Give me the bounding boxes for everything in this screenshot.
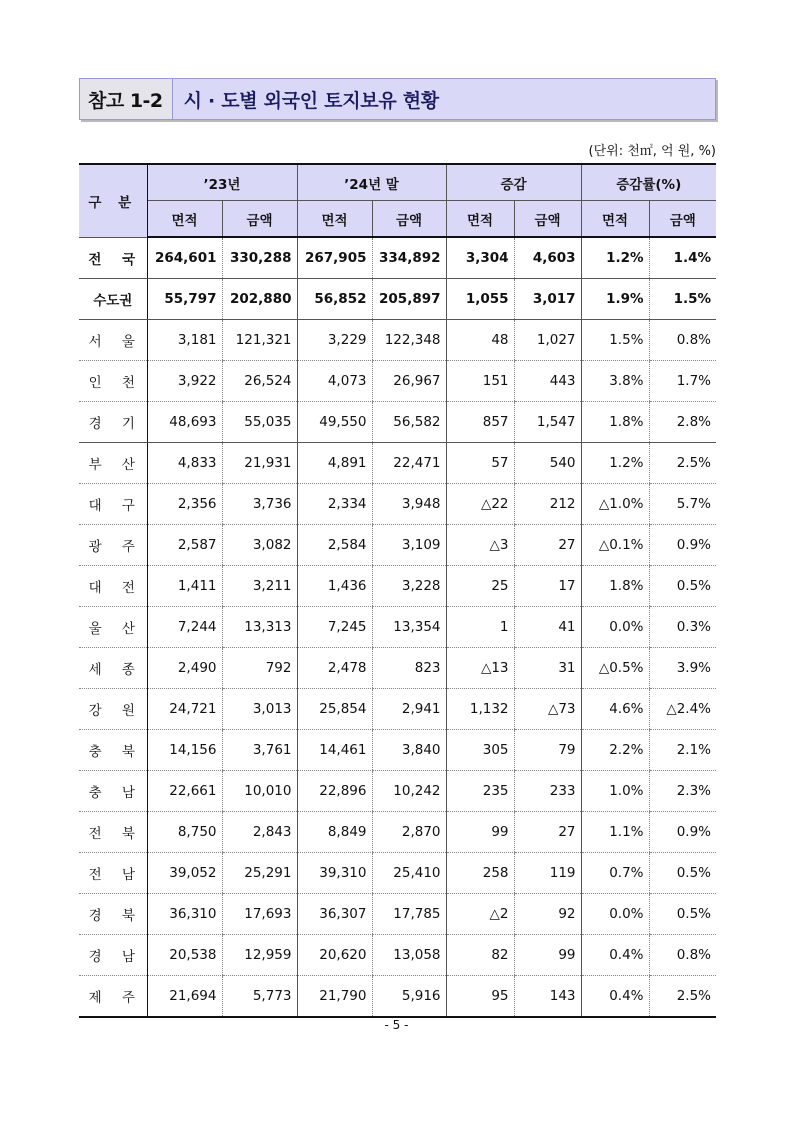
table-cell: 233 [514, 771, 581, 812]
subheader: 면적 [147, 201, 222, 238]
table-cell: △2.4% [649, 689, 716, 730]
table-cell: 3,304 [446, 237, 514, 279]
table-cell: 41 [514, 607, 581, 648]
table-row [79, 812, 716, 853]
table-cell: 0.4% [581, 935, 649, 976]
table-cell: 13,313 [222, 607, 297, 648]
page-number: - 5 - [384, 1018, 409, 1032]
table-cell: 264,601 [147, 237, 222, 279]
table-cell: 540 [514, 443, 581, 484]
region-name: 충 북 [79, 730, 147, 771]
table-cell: 1.5% [649, 279, 716, 320]
table-row [79, 894, 716, 935]
table-cell: 2,334 [297, 484, 372, 525]
subheader: 금액 [514, 201, 581, 238]
group-header: 증감률(%) [581, 164, 716, 201]
subheader: 면적 [446, 201, 514, 238]
table-cell: 212 [514, 484, 581, 525]
table-cell: 22,896 [297, 771, 372, 812]
table-cell: 8,750 [147, 812, 222, 853]
group-header: ’23년 [147, 164, 297, 201]
table-row [79, 320, 716, 361]
table-cell: 3,840 [372, 730, 446, 771]
table-cell: 39,052 [147, 853, 222, 894]
region-name: 수도권 [79, 279, 147, 320]
table-cell: 3,922 [147, 361, 222, 402]
table-cell: 92 [514, 894, 581, 935]
table-cell: 22,471 [372, 443, 446, 484]
table-cell: 857 [446, 402, 514, 443]
table-cell: 1.2% [581, 443, 649, 484]
table-cell: 2,356 [147, 484, 222, 525]
table-cell: 48 [446, 320, 514, 361]
table-row [79, 976, 716, 1018]
table-row [79, 935, 716, 976]
table-cell: 1,436 [297, 566, 372, 607]
land-holdings-table [79, 163, 716, 1018]
table-cell: 17,785 [372, 894, 446, 935]
table-cell: 1.5% [581, 320, 649, 361]
table-cell: 267,905 [297, 237, 372, 279]
subheader: 금액 [649, 201, 716, 238]
table-cell: 1.9% [581, 279, 649, 320]
table-cell: 7,245 [297, 607, 372, 648]
table-cell: 49,550 [297, 402, 372, 443]
table-row [79, 607, 716, 648]
table-cell: 0.7% [581, 853, 649, 894]
table-cell: 26,967 [372, 361, 446, 402]
table-cell: 99 [446, 812, 514, 853]
table-row [79, 361, 716, 402]
table-cell: 258 [446, 853, 514, 894]
table-cell: 1,411 [147, 566, 222, 607]
table-cell: △3 [446, 525, 514, 566]
table-cell: 14,156 [147, 730, 222, 771]
table-cell: 27 [514, 525, 581, 566]
table-cell: △1.0% [581, 484, 649, 525]
table-cell: 57 [446, 443, 514, 484]
table-cell: 334,892 [372, 237, 446, 279]
table-cell: 1.1% [581, 812, 649, 853]
table-cell: 0.8% [649, 935, 716, 976]
table-cell: 3,228 [372, 566, 446, 607]
section-title: 시 · 도별 외국인 토지보유 현황 [183, 89, 439, 112]
table-cell: 27 [514, 812, 581, 853]
table-cell: 0.5% [649, 853, 716, 894]
table-cell: 121,321 [222, 320, 297, 361]
table-cell: 13,354 [372, 607, 446, 648]
group-header: 증감 [446, 164, 581, 201]
table-cell: 4,603 [514, 237, 581, 279]
table-cell: 1.4% [649, 237, 716, 279]
table-cell: 25 [446, 566, 514, 607]
subheader: 금액 [372, 201, 446, 238]
table-cell: 1.7% [649, 361, 716, 402]
table-cell: 0.9% [649, 525, 716, 566]
table-cell: 2.5% [649, 976, 716, 1018]
table-cell: △73 [514, 689, 581, 730]
table-cell: 1.8% [581, 402, 649, 443]
region-name: 제 주 [79, 976, 147, 1018]
table-cell: 151 [446, 361, 514, 402]
table-cell: 119 [514, 853, 581, 894]
table-cell: 3,082 [222, 525, 297, 566]
table-cell: 79 [514, 730, 581, 771]
region-name: 세 종 [79, 648, 147, 689]
table-cell: △2 [446, 894, 514, 935]
table-cell: 21,790 [297, 976, 372, 1018]
table-cell: 1.0% [581, 771, 649, 812]
table-cell: 2.5% [649, 443, 716, 484]
table-cell: 39,310 [297, 853, 372, 894]
table-cell: 0.0% [581, 607, 649, 648]
table-cell: 0.3% [649, 607, 716, 648]
table-cell: 330,288 [222, 237, 297, 279]
table-cell: 26,524 [222, 361, 297, 402]
table-cell: 823 [372, 648, 446, 689]
table-cell: 2.8% [649, 402, 716, 443]
table-cell: 202,880 [222, 279, 297, 320]
table-cell: 22,661 [147, 771, 222, 812]
table-cell: 2,941 [372, 689, 446, 730]
region-name: 서 울 [79, 320, 147, 361]
table-cell: 3,017 [514, 279, 581, 320]
table-cell: 20,620 [297, 935, 372, 976]
section-title-box [79, 78, 716, 120]
region-name: 강 원 [79, 689, 147, 730]
table-cell: 1,547 [514, 402, 581, 443]
region-name: 전 국 [79, 237, 147, 279]
table-row [79, 730, 716, 771]
table-cell: 0.5% [649, 894, 716, 935]
table-cell: 3,211 [222, 566, 297, 607]
table-cell: 1.8% [581, 566, 649, 607]
group-header: ’24년 말 [297, 164, 446, 201]
table-cell: 4.6% [581, 689, 649, 730]
table-cell: 12,959 [222, 935, 297, 976]
table-cell: 4,891 [297, 443, 372, 484]
table-cell: 792 [222, 648, 297, 689]
table-cell: 56,852 [297, 279, 372, 320]
region-name: 부 산 [79, 443, 147, 484]
table-cell: 3,013 [222, 689, 297, 730]
region-name: 경 남 [79, 935, 147, 976]
table-cell: 2.1% [649, 730, 716, 771]
table-cell: 122,348 [372, 320, 446, 361]
table-cell: 2,843 [222, 812, 297, 853]
table-cell: 2,870 [372, 812, 446, 853]
table-cell: 25,410 [372, 853, 446, 894]
table-cell: 3,948 [372, 484, 446, 525]
region-name: 전 북 [79, 812, 147, 853]
table-row [79, 648, 716, 689]
subheader: 면적 [581, 201, 649, 238]
table-cell: 24,721 [147, 689, 222, 730]
table-cell: 1,055 [446, 279, 514, 320]
table-row [79, 566, 716, 607]
table-cell: 3.9% [649, 648, 716, 689]
table-cell: 205,897 [372, 279, 446, 320]
table-row [79, 484, 716, 525]
table-cell: 3,229 [297, 320, 372, 361]
table-cell: 21,694 [147, 976, 222, 1018]
subheader: 금액 [222, 201, 297, 238]
table-cell: 5,773 [222, 976, 297, 1018]
table-cell: 0.9% [649, 812, 716, 853]
table-cell: 55,035 [222, 402, 297, 443]
subheader: 면적 [297, 201, 372, 238]
table-cell: 36,310 [147, 894, 222, 935]
table-cell: △0.5% [581, 648, 649, 689]
unit-note: (단위: 천㎡, 억 원, %) [588, 144, 716, 159]
table-cell: 2.3% [649, 771, 716, 812]
table-cell: 8,849 [297, 812, 372, 853]
table-cell: 48,693 [147, 402, 222, 443]
table-row [79, 402, 716, 443]
table-cell: △22 [446, 484, 514, 525]
table-cell: 3,761 [222, 730, 297, 771]
table-cell: 25,854 [297, 689, 372, 730]
table-cell: 2,478 [297, 648, 372, 689]
table-cell: 143 [514, 976, 581, 1018]
region-name: 울 산 [79, 607, 147, 648]
table-cell: 17 [514, 566, 581, 607]
table-cell: 14,461 [297, 730, 372, 771]
table-cell: 0.0% [581, 894, 649, 935]
table-cell: 31 [514, 648, 581, 689]
region-name: 광 주 [79, 525, 147, 566]
table-cell: 5,916 [372, 976, 446, 1018]
table-cell: 82 [446, 935, 514, 976]
table-cell: 4,833 [147, 443, 222, 484]
table-row [79, 237, 716, 279]
table-cell: △0.1% [581, 525, 649, 566]
table-cell: 95 [446, 976, 514, 1018]
table-cell: 21,931 [222, 443, 297, 484]
table-cell: 20,538 [147, 935, 222, 976]
table-cell: 56,582 [372, 402, 446, 443]
region-name: 충 남 [79, 771, 147, 812]
table-cell: 7,244 [147, 607, 222, 648]
table-cell: 3.8% [581, 361, 649, 402]
table-cell: 5.7% [649, 484, 716, 525]
table-cell: 0.4% [581, 976, 649, 1018]
table-cell: 1,132 [446, 689, 514, 730]
region-name: 대 구 [79, 484, 147, 525]
table-cell: 2,584 [297, 525, 372, 566]
table-cell: 13,058 [372, 935, 446, 976]
table-cell: 36,307 [297, 894, 372, 935]
table-cell: 25,291 [222, 853, 297, 894]
table-cell: 99 [514, 935, 581, 976]
region-name: 인 천 [79, 361, 147, 402]
table-cell: 2.2% [581, 730, 649, 771]
table-cell: 3,109 [372, 525, 446, 566]
table-row [79, 443, 716, 484]
table-cell: 235 [446, 771, 514, 812]
table-cell: 4,073 [297, 361, 372, 402]
table-cell: 0.8% [649, 320, 716, 361]
table-cell: △13 [446, 648, 514, 689]
table-cell: 0.5% [649, 566, 716, 607]
table-cell: 305 [446, 730, 514, 771]
region-name: 경 기 [79, 402, 147, 443]
table-cell: 3,181 [147, 320, 222, 361]
table-cell: 443 [514, 361, 581, 402]
table-cell: 10,010 [222, 771, 297, 812]
region-name: 대 전 [79, 566, 147, 607]
region-name: 전 남 [79, 853, 147, 894]
table-cell: 10,242 [372, 771, 446, 812]
reference-label: 참고 1-2 [80, 79, 173, 119]
table-cell: 1.2% [581, 237, 649, 279]
table-cell: 3,736 [222, 484, 297, 525]
table-cell: 2,490 [147, 648, 222, 689]
table-cell: 17,693 [222, 894, 297, 935]
table-row [79, 853, 716, 894]
table-row [79, 279, 716, 320]
table-row [79, 771, 716, 812]
table-row [79, 689, 716, 730]
table-cell: 1 [446, 607, 514, 648]
corner-header: 구 분 [79, 164, 147, 237]
region-name: 경 북 [79, 894, 147, 935]
table-cell: 2,587 [147, 525, 222, 566]
table-cell: 55,797 [147, 279, 222, 320]
table-row [79, 525, 716, 566]
table-cell: 1,027 [514, 320, 581, 361]
